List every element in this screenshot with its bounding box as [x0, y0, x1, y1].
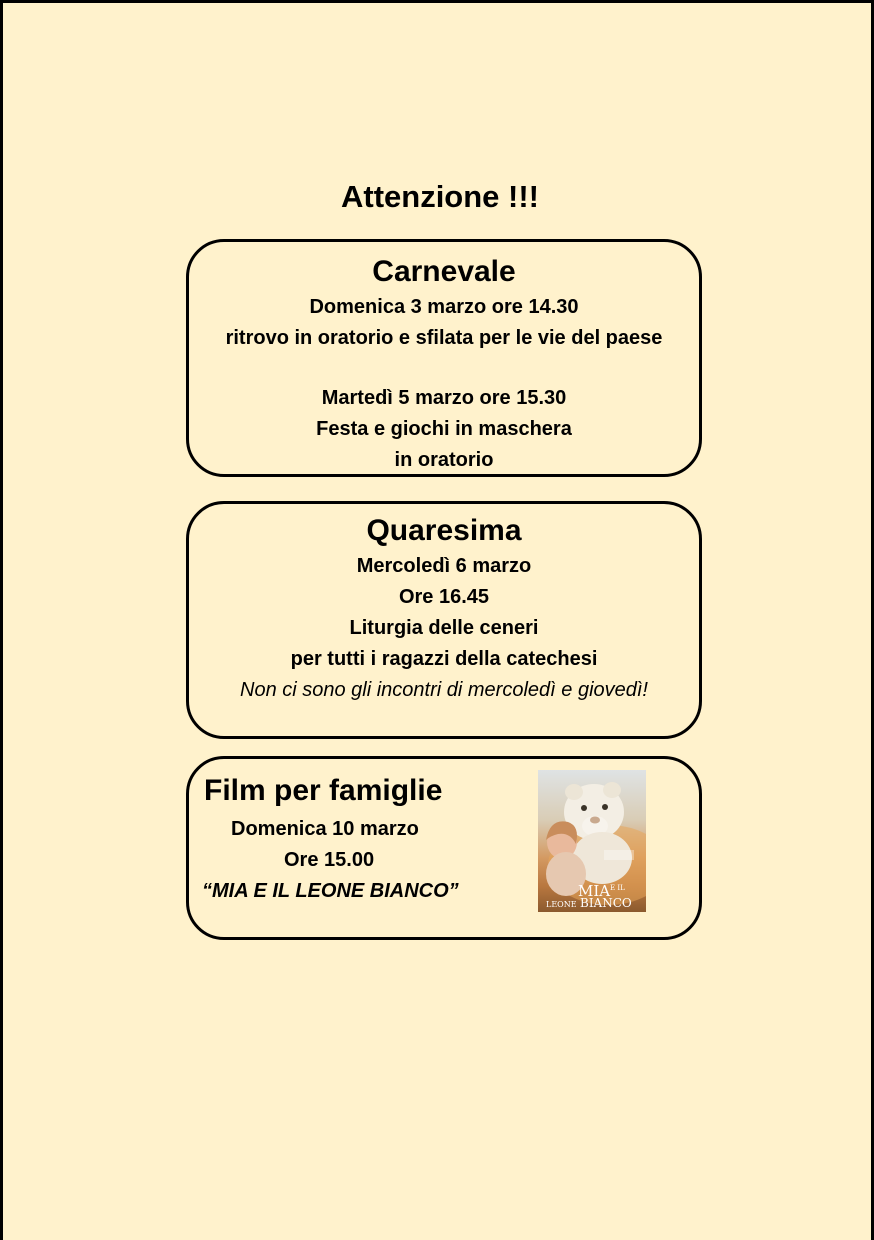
quaresima-line: Ore 16.45 — [398, 586, 490, 608]
carnevale-line: ritrovo in oratorio e sfilata per le vie del paese — [225, 327, 663, 349]
svg-text:E IL: E IL — [610, 884, 625, 892]
quaresima-box — [186, 501, 702, 739]
spacer — [189, 354, 699, 383]
headline: Attenzione !!! — [340, 179, 540, 214]
carnevale-box — [186, 239, 702, 477]
quaresima-title: Quaresima — [366, 514, 522, 547]
film-name: “MIA E IL LEONE BIANCO” — [202, 880, 459, 902]
film-box — [186, 756, 702, 940]
carnevale-line: in oratorio — [394, 449, 494, 471]
film-title: Film per famiglie — [204, 774, 443, 807]
film-time: Ore 15.00 — [284, 849, 375, 871]
carnevale-title: Carnevale — [372, 255, 516, 288]
svg-text:BIANCO: BIANCO — [580, 896, 632, 910]
poster-artwork — [538, 770, 646, 912]
carnevale-line: Domenica 3 marzo ore 14.30 — [309, 296, 579, 318]
film-date: Domenica 10 marzo — [231, 818, 419, 840]
svg-text:LEONE: LEONE — [546, 900, 577, 909]
svg-text:MIA: MIA — [578, 882, 611, 900]
quaresima-line: per tutti i ragazzi della catechesi — [290, 648, 598, 670]
quaresima-line: Mercoledì 6 marzo — [356, 555, 532, 577]
carnevale-line: Martedì 5 marzo ore 15.30 — [321, 387, 567, 409]
quaresima-line: Liturgia delle ceneri — [349, 617, 539, 639]
carnevale-line: Festa e giochi in maschera — [316, 418, 572, 440]
movie-poster-image — [538, 770, 646, 912]
quaresima-note: Non ci sono gli incontri di mercoledì e giovedì! — [240, 679, 648, 701]
